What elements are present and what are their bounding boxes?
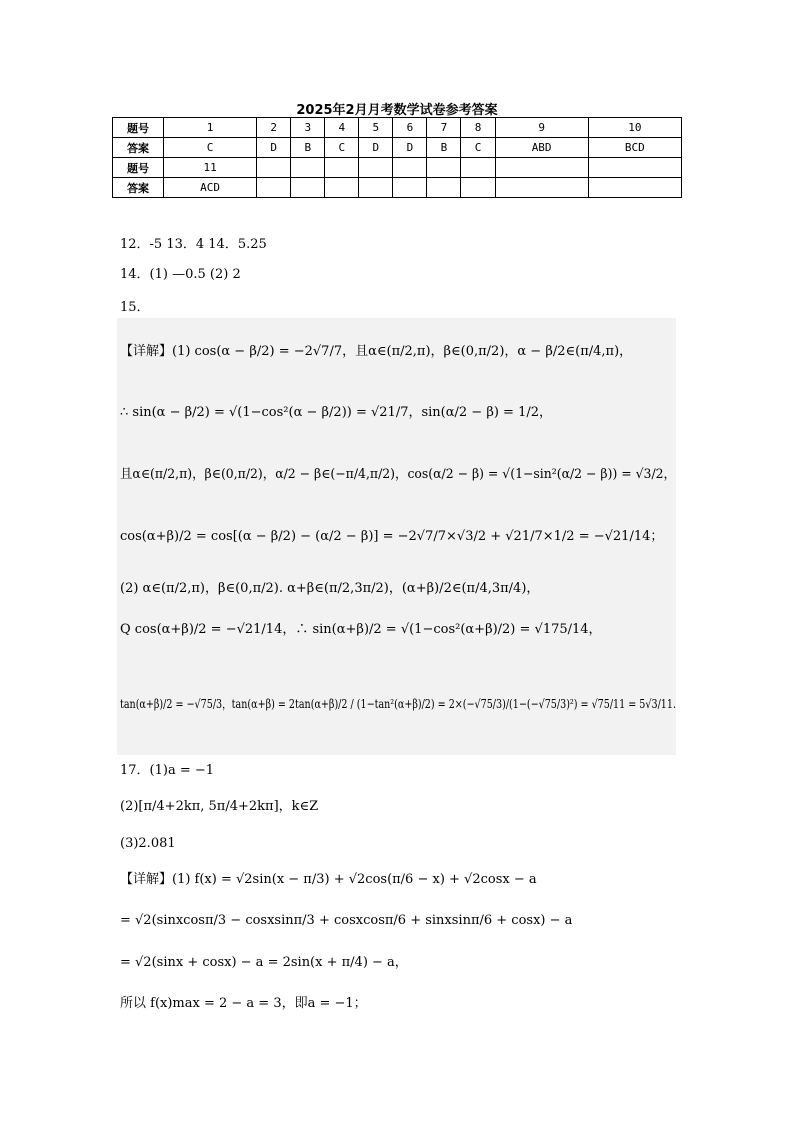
solution-15-line1: 【详解】(1) cos(α − β/2) = −2√7/7，且α∈(π/2,π)，β∈(0,π/2)，α − β/2∈(π/4,π)，: [120, 344, 633, 359]
solution-15-line3: 且α∈(π/2,π)，β∈(0,π/2)，α/2 − β∈(−π/4,π/2)，cos(α/2 − β) = √(1−sin²(α/2 − β)) = √3/2，: [120, 467, 676, 482]
row-label: 答案: [113, 138, 164, 158]
q17-answer-1: 17．(1)a = −1: [120, 763, 215, 778]
table-cell: 4: [325, 118, 359, 138]
table-cell: 8: [461, 118, 495, 138]
table-cell: 1: [164, 118, 257, 138]
table-cell: 6: [393, 118, 427, 138]
table-cell: ACD: [164, 178, 257, 198]
table-cell: C: [164, 138, 257, 158]
table-cell: D: [359, 138, 393, 158]
q17-solution-2: = √2(sinxcosπ/3 − cosxsinπ/3 + cosxcosπ/6 + sinxsinπ/6 + cosx) − a: [120, 913, 573, 928]
table-cell: 10: [588, 118, 681, 138]
table-cell: 3: [291, 118, 325, 138]
answers-12-14: 12．-5 13．4 14．5.25: [120, 237, 267, 252]
table-cell: B: [291, 138, 325, 158]
answers-14: 14．(1) —0.5 (2) 2: [120, 267, 241, 282]
table-cell: 2: [257, 118, 291, 138]
table-cell: D: [257, 138, 291, 158]
table-cell: 7: [427, 118, 461, 138]
table-cell: 11: [164, 158, 257, 178]
table-cell: D: [393, 138, 427, 158]
solution-15-line2: ∴ sin(α − β/2) = √(1−cos²(α − β/2)) = √21/7，sin(α/2 − β) = 1/2，: [120, 405, 552, 420]
row-label: 答案: [113, 178, 164, 198]
table-cell: C: [461, 138, 495, 158]
table-cell: C: [325, 138, 359, 158]
q17-solution-3: = √2(sinx + cosx) − a = 2sin(x + π/4) − a，: [120, 955, 408, 970]
solution-15-line4: cos(α+β)/2 = cos[(α − β/2) − (α/2 − β)] = −2√7/7×√3/2 + √21/7×1/2 = −√21/14；: [120, 529, 664, 544]
q17-solution-4: 所以 f(x)max = 2 − a = 3，即a = −1；: [120, 996, 367, 1011]
page-title: 2025年2月月考数学试卷参考答案: [296, 103, 498, 118]
q17-solution-1: 【详解】(1) f(x) = √2sin(x − π/3) + √2cos(π/6 − x) + √2cosx − a: [120, 872, 537, 887]
table-cell: 9: [495, 118, 588, 138]
q17-answer-3: (3)2.081: [120, 836, 176, 851]
q17-answer-2: (2)[π/4+2kπ, 5π/4+2kπ]，k∈Z: [120, 799, 319, 814]
table-cell: B: [427, 138, 461, 158]
table-cell: BCD: [588, 138, 681, 158]
row-label: 题号: [113, 118, 164, 138]
question-15-label: 15．: [120, 300, 150, 315]
solution-15-line7: tan(α+β)/2 = −√75/3，tan(α+β) = 2tan(α+β)/2 / (1−tan²(α+β)/2) = 2×(−√75/3)/(1−(−√75/3)²) = √75/11 = 5√3/11.: [120, 697, 676, 711]
table-cell: ABD: [495, 138, 588, 158]
table-cell: 5: [359, 118, 393, 138]
solution-15-line5: (2) α∈(π/2,π)，β∈(0,π/2). α+β∈(π/2,3π/2)，(α+β)/2∈(π/4,3π/4)，: [120, 581, 540, 596]
row-label: 题号: [113, 158, 164, 178]
solution-15-line6: Q cos(α+β)/2 = −√21/14，∴ sin(α+β)/2 = √(1−cos²(α+β)/2) = √175/14，: [120, 622, 602, 637]
